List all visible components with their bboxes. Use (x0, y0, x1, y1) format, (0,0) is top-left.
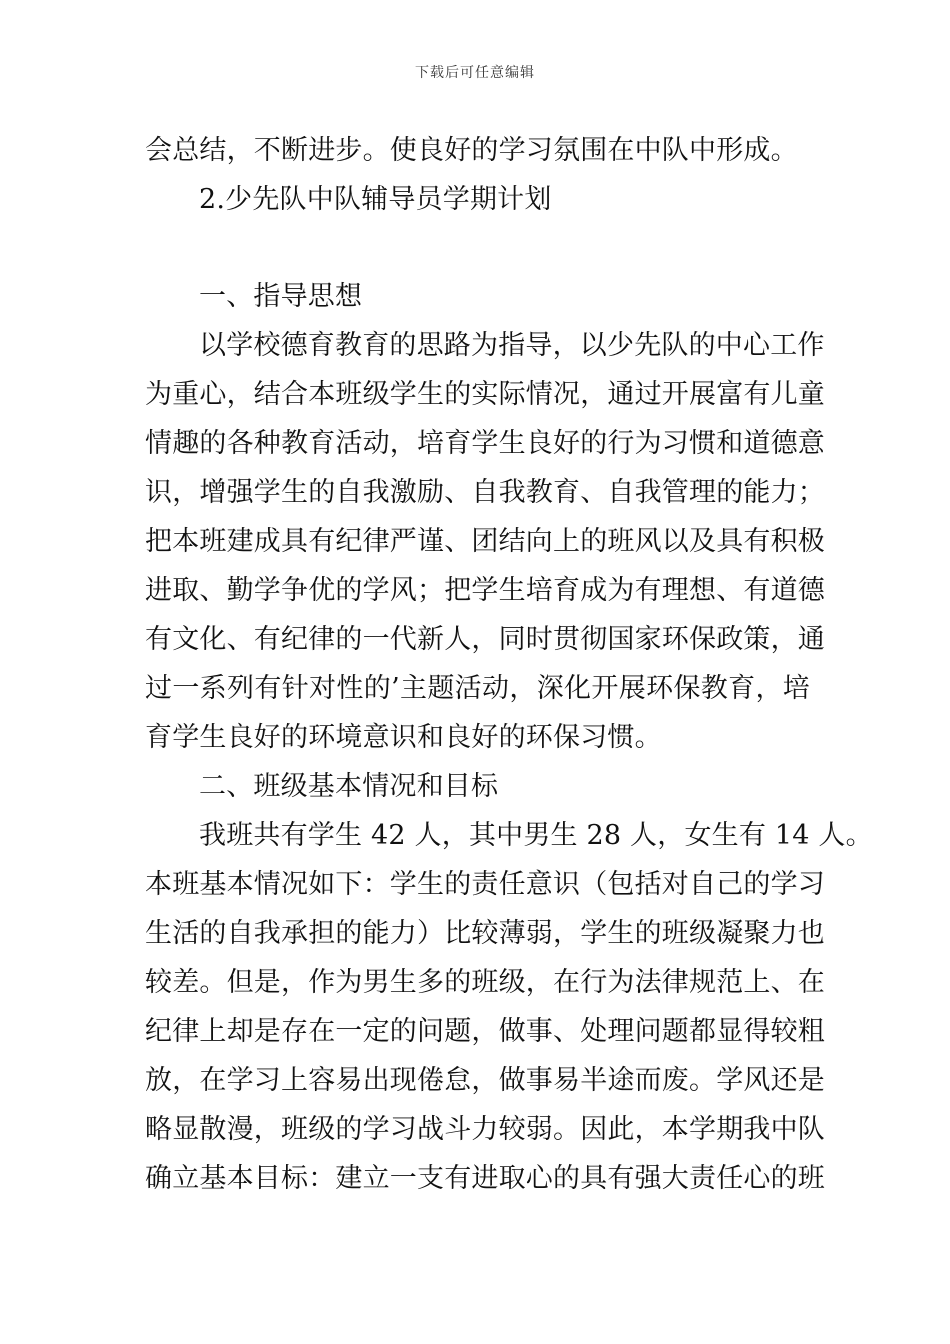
heading-guiding-thought: 一、指导思想 (199, 281, 363, 312)
continuation-line: 会总结，不断进步。使良好的学习氛围在中队中形成。 (145, 135, 798, 166)
blank-gap (145, 224, 810, 272)
paragraph-line: 较差。但是，作为男生多的班级，在行为法律规范上、在 (145, 967, 825, 998)
paragraph-line: 我班共有学生 42 人，其中男生 28 人，女生有 14 人。 (199, 820, 873, 851)
paragraph-line: 放，在学习上容易出现倦怠，做事易半途而废。学风还是 (145, 1065, 825, 1096)
paragraph-class-situation (145, 811, 873, 1203)
paragraph-line: 略显散漫，班级的学习战斗力较弱。因此，本学期我中队 (145, 1114, 825, 1145)
paragraph-line: 把本班建成具有纪律严谨、团结向上的班风以及具有积极 (145, 526, 825, 557)
paragraph-line: 育学生良好的环境意识和良好的环保习惯。 (145, 722, 662, 753)
paragraph-line: 有文化、有纪律的一代新人，同时贯彻国家环保政策，通 (145, 624, 825, 655)
paragraph-line: 识，增强学生的自我激励、自我教育、自我管理的能力； (145, 477, 825, 508)
section-title: 2.少先队中队辅导员学期计划 (199, 184, 552, 215)
paragraph-guiding-thought (145, 321, 825, 762)
header-note: 下载后可任意编辑 (415, 65, 535, 81)
paragraph-line: 纪律上却是存在一定的问题，做事、处理问题都显得较粗 (145, 1016, 825, 1047)
document-body (145, 126, 873, 1203)
paragraph-line: 为重心，结合本班级学生的实际情况，通过开展富有儿童 (145, 379, 825, 410)
paragraph-line: 情趣的各种教育活动，培育学生良好的行为习惯和道德意 (145, 428, 825, 459)
heading-class-situation: 二、班级基本情况和目标 (199, 771, 499, 802)
paragraph-line: 确立基本目标：建立一支有进取心的具有强大责任心的班 (145, 1163, 825, 1194)
paragraph-line: 以学校德育教育的思路为指导，以少先队的中心工作 (199, 330, 825, 361)
paragraph-line: 生活的自我承担的能力）比较薄弱，学生的班级凝聚力也 (145, 918, 825, 949)
paragraph-line: 过一系列有针对性的’主题活动，深化开展环保教育，培 (145, 673, 810, 704)
paragraph-line: 本班基本情况如下：学生的责任意识（包括对自己的学习 (145, 869, 825, 900)
paragraph-line: 进取、勤学争优的学风；把学生培育成为有理想、有道德 (145, 575, 825, 606)
